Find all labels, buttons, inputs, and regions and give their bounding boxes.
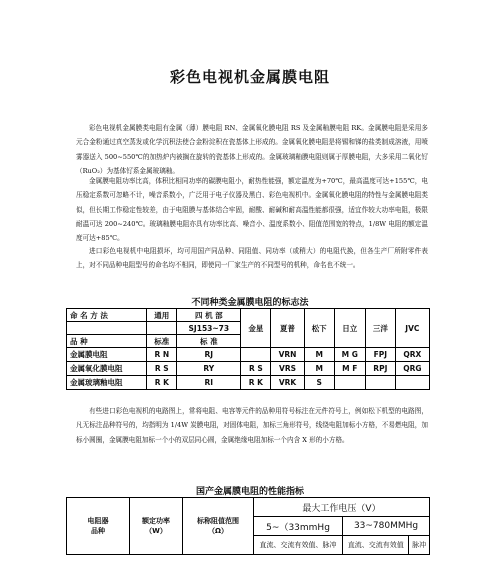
table-cell: VRK [271, 376, 305, 390]
table1-header-brand: 松下 [304, 309, 334, 348]
paragraph-1 [76, 121, 428, 178]
table2-subsub: 直流、交流有效值 [343, 536, 409, 555]
table-cell: R K [147, 376, 177, 390]
table-cell [395, 376, 429, 390]
marking-method-table [66, 308, 430, 390]
table1-header-brand: 夏普 [271, 309, 305, 348]
table1-header-generic-bottom: 标准 [147, 335, 177, 348]
table-row [67, 376, 430, 390]
table1-header-brand: 三洋 [365, 309, 395, 348]
row-name: 金属玻璃釉电阻 [67, 376, 147, 390]
paragraph-4 [76, 404, 428, 447]
table-cell [241, 348, 271, 362]
performance-table [66, 497, 430, 555]
table2-subsub: 直流、交流有效值、脉冲 [254, 536, 343, 555]
table-row [67, 362, 430, 376]
table1-header-sichuan-bottom: 标 准 [177, 335, 241, 348]
table2-header-resistor: 电阻器 品种 [67, 498, 130, 555]
table1-title: 不同种类金属膜电阻的标志法 [191, 298, 309, 308]
table1-header-brand: JVC [395, 309, 429, 348]
table-cell: VRS [271, 362, 305, 376]
page-title: 彩色电视机金属膜电阻 [169, 68, 330, 86]
table-cell: R S [241, 362, 271, 376]
table1-header-name-top: 命 名 方 法 [67, 309, 147, 322]
table-cell [365, 376, 395, 390]
table2-subheader-high: 33~780MMHg [343, 517, 430, 536]
table2-subheader-low: 5~（33mmHg [254, 517, 343, 536]
paragraph-4-text: 有些进口彩色电视机的电路图上，常将电阻、电容等元件的品种用符号标注在元件符号上，例如松下机型的电路图，凡无标注品种符号的，均指明为 1/4W 炭膜电阻，对固体电阻，加标三角形符号，线绕电阻加标小方格，不易燃电阻，加标小圆圈，金属膜电阻加标一个小的双层同心圆，金属绝缘电阻加标一个内含 X 形的小方格。 [76, 407, 428, 444]
table-cell: QRX [395, 348, 429, 362]
table1-header-generic-top: 通用 [147, 309, 177, 322]
table-cell: M F [334, 362, 365, 376]
table-cell: R S [147, 362, 177, 376]
row-name: 金属膜电阻 [67, 348, 147, 362]
table-cell: M [304, 348, 334, 362]
table-cell: M G [334, 348, 365, 362]
table2-header-range: 标称阻值范围 （Ω） [183, 498, 254, 555]
table1-header-blank [147, 322, 177, 335]
table-cell: M [304, 362, 334, 376]
table1-header-brand: 日立 [334, 309, 365, 348]
table-cell: R N [147, 348, 177, 362]
table2-header-voltage: 最大工作电压（V） [254, 498, 430, 517]
table-cell: QRG [395, 362, 429, 376]
row-name: 金属氧化膜电阻 [67, 362, 147, 376]
table-cell: RPJ [365, 362, 395, 376]
table-cell: RY [177, 362, 241, 376]
paragraph-2 [76, 174, 428, 245]
table-cell: S [304, 376, 334, 390]
table2-header-power: 额定功率 （W） [130, 498, 183, 555]
table-cell: R K [241, 376, 271, 390]
table-cell: RI [177, 376, 241, 390]
paragraph-1-text: 彩色电视机金属膜类电阻有金属（薄）膜电阻 RN、金属氧化膜电阻 RS 及金属釉膜电阻 RK。金属膜电阻是采用多元合金粉通过真空蒸发或化学沉积法使合金粉淀积在瓷基体上形成的。金属氧化膜电阻是将锡和锑的盐类制成溶液，用喷雾器送入 500~550℃的加热炉内被搁在旋转的瓷基体上形成的。金属玻璃釉膜电阻则属于厚膜电阻，大多采用二氧化钌（RuO₂）为基体钌系金属玻璃釉。 [76, 124, 428, 175]
table-cell: VRN [271, 348, 305, 362]
table-cell: FPJ [365, 348, 395, 362]
paragraph-3-text: 进口彩色电视机中电阻损坏，均可用国产同品种、同阻值、同功率（或稍大）的电阻代换，但各生产厂所附零件表上，对不同品种电阻型号的命名均不相同，即使同一厂家生产的不同型号的机种，命名也不统一。 [76, 247, 428, 270]
table1-header-sichuan-top: 四 机 部 [177, 309, 241, 322]
table1-header-blank [67, 322, 147, 335]
table-cell: RJ [177, 348, 241, 362]
table1-header-name-bottom: 品 种 [67, 335, 147, 348]
paragraph-2-text: 金属膜电阻功率比高，体积比相同功率的碳膜电阻小，耐热性能强，额定温度为+70℃，最高温度可达+155℃，电压稳定系数可忽略不计，噪音系数小，广泛用于电子仪器及黑白、彩色电视机中。金属氧化膜电阻的特性与金属膜电阻类似，但长期工作稳定性较差，由于电阻膜与基体结合牢固，耐酸、耐碱和耐高温性能都很强，适宜作较大功率电阻，极限耐温可达 200~240℃。玻璃釉膜电阻亦具有功率比高、噪音小、温度系数小、阻值范围宽的特点，1/8W 电阻的额定温度可达+85℃。 [76, 177, 428, 243]
paragraph-3 [76, 244, 428, 273]
table2-subsub: 脉冲 [409, 536, 430, 555]
table2-title: 国产金属膜电阻的性能指标 [195, 487, 304, 497]
table-row [67, 348, 430, 362]
table-cell [334, 376, 365, 390]
table1-header-brand: 金星 [241, 309, 271, 348]
table1-header-sichuan-mid: SJ153~73 [177, 322, 241, 335]
